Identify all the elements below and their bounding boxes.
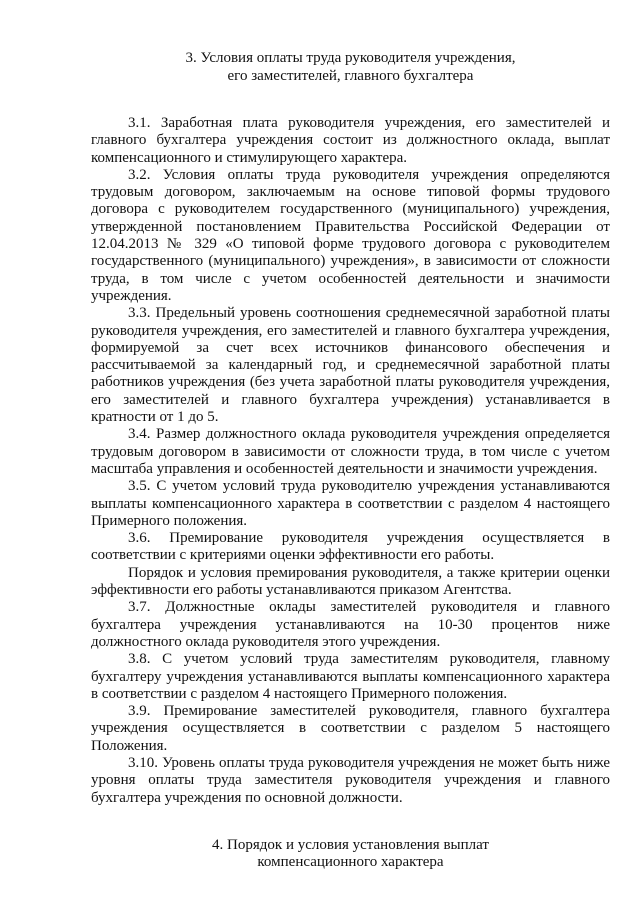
paragraph-3-2: 3.2. Условия оплаты труда руководителя учреждения определяются трудовым договором, заключаемым на основе типовой формы трудового договора с руководителем государственного (муниципального) учреждения, утвержденной постановлением Правительства Российской Федерации от 12.04.2013 № 329 «О типовой форме трудового договора с руководителем государственного (муниципального) учреждения», в зависимости от сложности труда, в том числе с учетом особенностей деятельности и значимости учреждения. [91,166,610,304]
paragraph-3-10: 3.10. Уровень оплаты труда руководителя учреждения не может быть ниже уровня оплаты труда заместителя руководителя учреждения и главного бухгалтера учреждения по основной должности. [91,754,610,806]
section-4-title-line-1: 4. Порядок и условия установления выплат [212,836,489,853]
paragraph-3-8: 3.8. С учетом условий труда заместителям руководителя, главному бухгалтеру учреждения устанавливаются выплаты компенсационного характера в соответствии с разделом 4 настоящего Примерного положения. [91,651,610,702]
section-4-heading [91,837,610,872]
paragraph-3-6: 3.6. Премирование руководителя учреждения осуществляется в соответствии с критериями оценки эффективности его работы. [91,530,610,564]
section-4-title-line-2: компенсационного характера [257,854,444,871]
section-3-body [91,115,610,807]
paragraph-3-5: 3.5. С учетом условий труда руководителю учреждения устанавливаются выплаты компенсационного характера в соответствии с разделом 4 настоящего Примерного положения. [91,478,610,529]
section-3-title-line-2: его заместителей, главного бухгалтера [227,67,474,84]
paragraph-3-1: 3.1. Заработная плата руководителя учреждения, его заместителей и главного бухгалтера учреждения состоит из должностного оклада, выплат компенсационного и стимулирующего характера. [91,115,610,166]
paragraph-3-4: 3.4. Размер должностного оклада руководителя учреждения определяется трудовым договором в зависимости от сложности труда, в том числе с учетом масштаба управления и особенностей деятельности и значимости учреждения. [91,426,610,477]
paragraph-3-6-bonus-procedure: Порядок и условия премирования руководителя, а также критерии оценки эффективности его работы устанавливаются приказом Агентства. [91,564,610,599]
paragraph-3-3: 3.3. Предельный уровень соотношения среднемесячной заработной платы руководителя учреждения, его заместителей и главного бухгалтера учреждения, формируемой за счет всех источников финансового обеспечения и рассчитываемой за календарный год, и среднемесячной заработной платы работников учреждения (без учета заработной платы руководителя учреждения, его заместителей и главного бухгалтера учреждения) устанавливается в кратности от 1 до 5. [91,305,610,426]
paragraph-3-7: 3.7. Должностные оклады заместителей руководителя и главного бухгалтера учреждения устанавливаются на 10-30 процентов ниже должностного оклада руководителя этого учреждения. [91,599,610,650]
section-3-title-line-1: 3. Условия оплаты труда руководителя учреждения, [185,50,516,66]
section-3-heading [91,50,610,85]
paragraph-3-9: 3.9. Премирование заместителей руководителя, главного бухгалтера учреждения осуществляется в соответствии с разделом 5 настоящего Положения. [91,703,610,754]
